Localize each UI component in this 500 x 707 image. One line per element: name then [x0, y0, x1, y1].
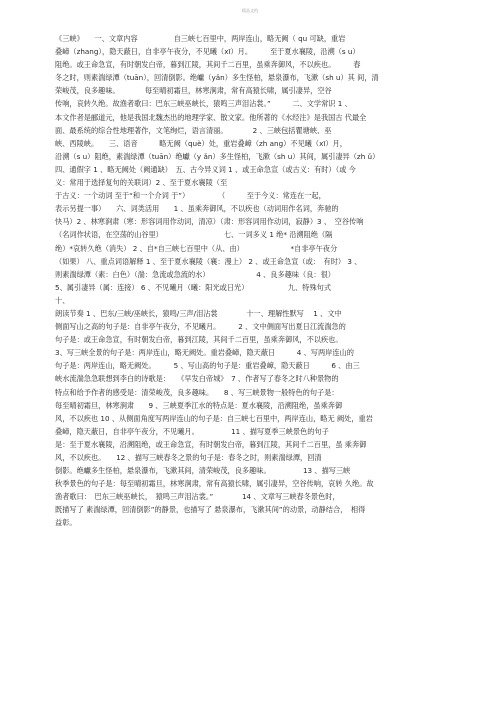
text-line: 句子是：或王命急宣，有时朝发白帝，暮到江陵，其间千二百里，虽乘奔御风，不以疾也。: [55, 335, 343, 345]
text-line: 阻绝。或王命急宣，有时朝发白帝，暮到江陵，其间千二百里，虽乘奔御风，不以疾也。 春: [55, 60, 361, 70]
text-line: 叠嶂（zhang），隐天蔽日，自非亭午夜分，不见曦（xī）月。 至于夏水襄陵，沿溯（s u）: [55, 47, 360, 57]
text-line: 倒影。绝巘多生怪柏，悬泉瀑布，飞漱其间，清荣峻茂，良多趣味。 13 、描写三峡: [55, 466, 351, 476]
text-line: 渔者歌曰： 巴东三峡巫峡长， 猿鸣三声泪沾裳。” 14 、文章写三峡春冬景色时，: [55, 492, 340, 502]
text-line: 十、: [55, 295, 70, 305]
text-line: 3、写三峡全景的句子是：两岸连山，略无阙处。重岩叠嶂，隐天蔽日 4 、写两岸连山的: [55, 348, 354, 358]
document-body: [55, 32, 455, 530]
text-line: （名词作状语，在空荡的山谷里） 七、一词多义 1 绝* 沿溯阻绝（隔: [55, 230, 333, 240]
text-line: 特点和给予作者的感受是：清荣峻茂，良多趣味。 8 、写三峡景物一般特色的句子是：: [55, 387, 339, 397]
text-line: 于古义：一个动词 至于“和一个介词 于”） （ 至于今义：常连在一起，: [55, 191, 326, 201]
text-line: 是：至于夏水襄陵，沿溯阻绝，或王命急宣，有时朝发白帝，暮到江陵，其间千二百里，虽 乘奔御: [55, 439, 367, 449]
watermark-text: 精品文档: [242, 8, 258, 13]
text-line: 荣峻茂，良多趣味。 每至晴初霜旦，林寒涧肃，常有高猿长啸，属引凄异，空谷: [55, 86, 332, 96]
text-line: 义：常用于选择复句的关联词）2 、至于夏水襄陵（至: [55, 178, 228, 188]
text-line: 四、通假字 1 、略无阙处（阙通缺） 五、古今异义词 1 、或王命急宣（或古义：有时）（或 今: [55, 164, 356, 174]
text-line: 冬之时，则素湍绿潭（tuān），回清倒影。绝巘（yǎn）多生怪柏，悬泉瀑布，飞漱（sh u）其 间，清: [55, 73, 379, 83]
text-line: 叠嶂，隐天蔽日，自非亭午夜分，不见曦月。 11 、描写夏季三峡景色的句子: [55, 426, 329, 436]
text-line: 传响，哀转久绝。故渔者歌曰：巴东三峡巫峡长，猿鸣三声泪沾裳。” 二、文学常识 1 、: [55, 99, 352, 109]
text-line: 益彰。: [55, 518, 77, 528]
text-line: 侧面写山之高的句子是：自非亭午夜分，不见曦月。 2 、文中侧面写出夏日江流湍急的: [55, 322, 346, 332]
text-line: 句子是：两岸连山，略无阙处。 5 、写山高的句子是：重岩叠嶂，隐天蔽日 6 、由三: [55, 361, 360, 371]
text-line: 表示另提一事） 六、词类活用 1 、虽乘奔御风，不以疾也（动词用作名词，奔驰的: [55, 204, 339, 214]
text-line: （如果） 八、重点词语解释 1 、至于夏水襄陵（襄：漫上） 2 、或王命急宣（或： 有时） 3 、: [55, 256, 362, 266]
text-line: 风，不以疾也。 12 、描写三峡春冬之景的句子是：春冬之时，则素湍绿潭，回清: [55, 453, 322, 462]
text-line: 峡水流湍急急联想到李白的诗歌是： 《早发白帝城》 7 、作者写了春冬之时八种景物的: [55, 374, 339, 384]
text-line: 峡、西陵峡。 三、语音 略无阙（què）处，重岩叠嶂（zh ang）不见曦（xī）月，: [55, 138, 347, 148]
text-line: 面、最系统的综合性地理著作，文笔绚烂，语言清丽。 2 、三峡包括瞿塘峡、巫: [55, 125, 332, 135]
text-line: 本文作者是郦道元，他是我国北魏杰出的地理学家、散文家。他所著的《水经注》是我国古 代最全: [55, 112, 367, 122]
text-line: 沿溯（s u）阻绝，素湍绿潭（tuān）绝巘（y ǎn）多生怪柏，飞漱（sh u）其间，属引凄异（zh ǔ）: [55, 151, 380, 161]
text-line: 风，不以疾也 10 、从侧面角度写两岸连山的句子是：自三峡七百里中，两岸连山，略无 阙处，重岩: [55, 413, 373, 423]
text-line: 则素湍绿潭（素：白色）（湍：急流或急流的水） 4 、良多趣味（良：很）: [55, 269, 335, 279]
text-line: 秋季景色的句子是：每至晴初霜旦，林寒涧肃，常有高猿长啸，属引凄异，空谷传响，哀转 久绝。故: [55, 479, 374, 489]
text-line: 5、属引凄异（属：连接） 6 、不见曦月（曦：阳光或日光） 九、特殊句式: [55, 282, 332, 292]
text-line: 每至晴初霜旦，林寒涧肃 9 、三峡夏季江水的特点是：夏水襄陵，沿溯阻绝，虽乘奔御: [55, 400, 343, 410]
text-line: 既描写了 素湍绿潭，回清倒影”的静景，也描写了 悬泉瀑布，飞漱其间”的动景，动静结合， 相得: [55, 505, 366, 515]
text-line: 《三峡》 一、文章内容 自三峡七百里中，两岸连山，略无阙（ qu 可缺，重岩: [55, 34, 346, 43]
text-line: 绝）*哀转久绝（消失） 2 、自*自三峡七百里中（从、由） *自非亭午夜分: [55, 243, 338, 253]
text-line: 快马）2 、林寒涧肃（寒：形容词用作动词，清凉）（肃：形容词用作动词，寂静）3 、 空谷传响: [55, 217, 364, 227]
text-line: 朗读节奏 1 、巴东/三峡/巫峡长，猿鸣/三声/泪沾裳 十一、理解性默写 1 、文中: [55, 308, 342, 318]
